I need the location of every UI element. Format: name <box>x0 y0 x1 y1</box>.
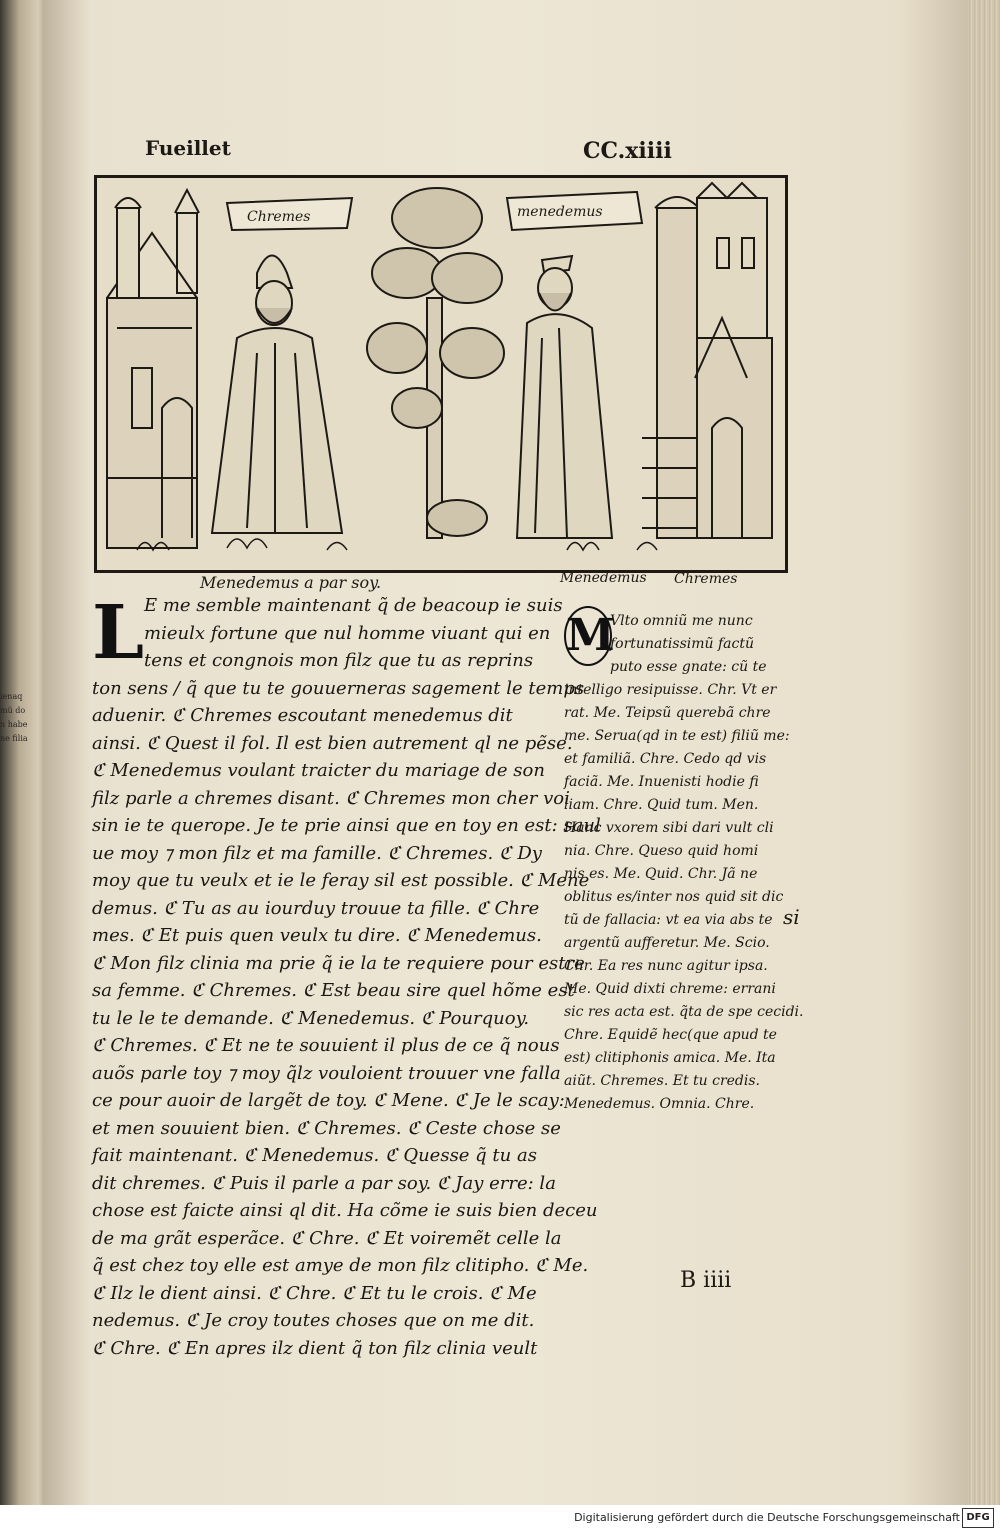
banner-right: menedemus <box>517 204 603 220</box>
text-line: ℭ Chremes. ℭ Et ne te souuient il plus de ce q̃ nous <box>92 1035 560 1056</box>
text-line: mieulx fortune que nul homme viuant qui en <box>144 622 551 644</box>
initial-letter-left: L <box>92 590 145 676</box>
text-line: ℭ Mon filz clinia ma prie q̃ ie la te requiere pour estre <box>92 952 585 974</box>
text-line: moy que tu veulx et ie le feray sil est possible. ℭ Mene <box>92 870 590 891</box>
snippet-line: ne filia <box>0 734 28 743</box>
text-line: intelligo resipuisse. Chr. Vt er <box>564 682 777 698</box>
text-line: Hanc vxorem sibi dari vult cli <box>564 820 774 836</box>
text-line: ℭ Ilz le dient ainsi. ℭ Chre. ℭ Et tu le crois. ℭ Me <box>92 1282 537 1304</box>
text-line: ue moy ⁊ mon filz et ma famille. ℭ Chremes. ℭ Dy <box>92 842 542 864</box>
french-text-column <box>92 592 601 1362</box>
left-page-snippet <box>0 690 40 746</box>
text-line: sic res acta est. q̃ta de spe cecidi. <box>564 1004 804 1020</box>
text-line: me. Serua(qd in te est) filiũ me: <box>564 728 790 744</box>
text-line: ton sens / q̃ que tu te gouuerneras sagement le temps <box>92 677 585 699</box>
signature-mark: B iiii <box>680 1268 732 1293</box>
dfg-logo: DFG <box>962 1508 994 1528</box>
text-line: ℭ Chre. ℭ En apres ilz dient q̃ ton filz clinia veult <box>92 1337 538 1359</box>
text-line: aiũt. Chremes. Et tu credis. <box>564 1073 760 1089</box>
text-line: de ma grãt esperãce. ℭ Chre. ℭ Et voiremẽt celle la <box>92 1227 562 1249</box>
woodcut-illustration <box>94 175 788 573</box>
text-line: filz parle a chremes disant. ℭ Chremes mon cher voi <box>92 787 570 809</box>
text-line: Chre. Equidẽ hec(que apud te <box>564 1027 777 1043</box>
text-line: faciã. Me. Inuenisti hodie fi <box>564 774 759 790</box>
woodcut-illustration-icon <box>97 178 779 564</box>
text-line: tũ de fallacia: vt ea via abs te <box>564 912 773 928</box>
text-line: nedemus. ℭ Je croy toutes choses que on me dit. <box>92 1310 535 1331</box>
text-line: est) clitiphonis amica. Me. Ita <box>564 1050 776 1066</box>
text-line: nis es. Me. Quid. Chr. Jã ne <box>564 866 758 882</box>
text-line: tens et congnois mon filz que tu as reprins <box>144 650 534 671</box>
text-line: oblitus es/inter nos quid sit dic <box>564 889 784 905</box>
text-line: ce pour auoir de largẽt de toy. ℭ Mene. ℭ Je le scay: <box>92 1090 565 1111</box>
margin-annotation: si <box>783 905 800 929</box>
footer-bar <box>0 1505 1000 1529</box>
text-line: Menedemus. Omnia. Chre. <box>564 1096 755 1112</box>
running-header-left: Fueillet <box>145 136 231 160</box>
text-line: argentũ aufferetur. Me. Scio. <box>564 935 770 951</box>
text-line: E me semble maintenant q̃ de beacoup ie suis <box>144 595 563 616</box>
text-line: fait maintenant. ℭ Menedemus. ℭ Quesse q̃ tu as <box>92 1145 537 1166</box>
snippet-line: ienaq <box>0 692 23 701</box>
text-line: auõs parle toy ⁊ moy q̃lz vouloient trouuer vne falla <box>92 1062 561 1084</box>
page-edges <box>968 0 1000 1505</box>
text-line: chose est faicte ainsi ql dit. Ha cõme ie suis bien deceu <box>92 1200 598 1221</box>
show-through-text <box>640 1098 880 1120</box>
caption-right: Chremes <box>674 571 738 587</box>
text-line: puto esse gnate: cũ te <box>610 659 767 675</box>
text-line: tu le le te demande. ℭ Menedemus. ℭ Pourquoy. <box>92 1007 530 1029</box>
text-line: dit chremes. ℭ Puis il parle a par soy. ℭ Jay erre: la <box>92 1172 556 1194</box>
text-line: ainsi. ℭ Quest il fol. Il est bien autrement ql ne pẽse. <box>92 732 573 754</box>
text-line: sa femme. ℭ Chremes. ℭ Est beau sire quel hõme est <box>92 980 575 1001</box>
snippet-line: mũ do <box>0 706 26 715</box>
text-line: Me. Quid dixti chreme: errani <box>564 981 776 997</box>
left-page-edge <box>0 0 48 1529</box>
text-line: nia. Chre. Queso quid homi <box>564 843 759 859</box>
folio-number: CC.xiiii <box>583 138 672 164</box>
caption-left: Menedemus a par soy. <box>200 573 382 592</box>
text-line: sin ie te querope. Je te prie ainsi que en toy en est: saul <box>92 815 601 836</box>
funding-notice: Digitalisierung gefördert durch die Deutsche Forschungsgemeinschaft <box>574 1511 960 1524</box>
initial-letter-right: M <box>564 606 612 666</box>
snippet-line: n habe <box>0 720 28 729</box>
text-line: mes. ℭ Et puis quen veulx tu dire. ℭ Menedemus. <box>92 925 542 946</box>
text-line: fortunatissimũ factũ <box>610 636 755 652</box>
banner-left: Chremes <box>247 209 311 225</box>
text-line: aduenir. ℭ Chremes escoutant menedemus dit <box>92 705 513 726</box>
text-line: liam. Chre. Quid tum. Men. <box>564 797 759 813</box>
text-line: demus. ℭ Tu as au iourduy trouue ta fille. ℭ Chre <box>92 897 540 919</box>
text-line: Vlto omniũ me nunc <box>610 613 753 629</box>
text-line: rat. Me. Teipsũ querebã chre <box>564 705 771 721</box>
text-line: et familiã. Chre. Cedo qd vis <box>564 751 767 767</box>
latin-text-column <box>564 610 804 1116</box>
text-line: Chr. Ea res nunc agitur ipsa. <box>564 958 768 974</box>
text-line: q̃ est chez toy elle est amye de mon filz clitipho. ℭ Me. <box>92 1255 589 1276</box>
caption-middle: Menedemus <box>560 570 647 586</box>
text-line: et men souuient bien. ℭ Chremes. ℭ Ceste chose se <box>92 1117 561 1139</box>
text-line: ℭ Menedemus voulant traicter du mariage de son <box>92 760 545 781</box>
